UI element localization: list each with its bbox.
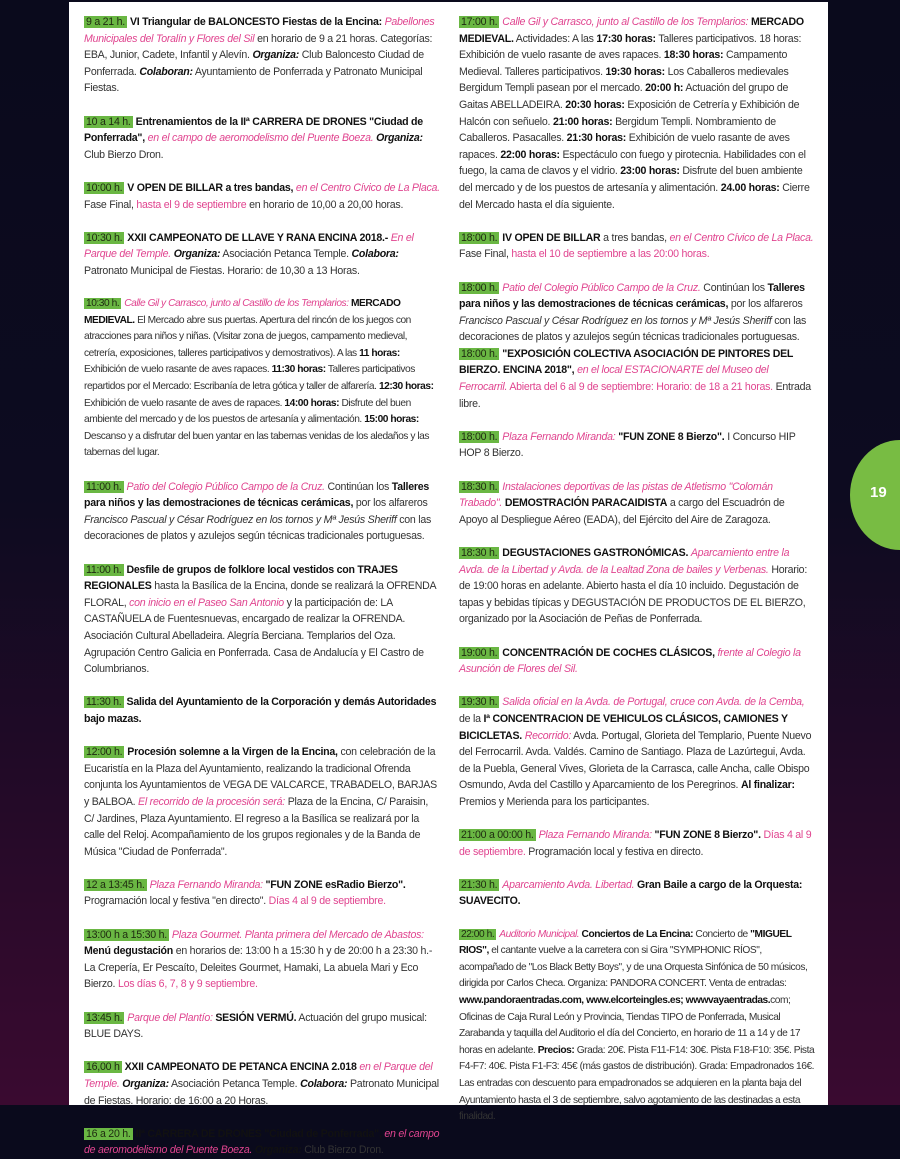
event-text: Programación local y festiva "en directo". [84,895,266,908]
time-badge: 13:00 h a 15:30 h. [86,928,167,941]
time-badge: 22:00 h. [461,928,495,940]
event-text: Entrada libre. [459,381,811,410]
event-location: Calle Gil y Carrasco, junto al Castillo de los Templarios: [502,16,749,28]
event-location: Instalaciones deportivas de las pistas de Atletismo "Colomán Trabado". [459,480,773,510]
organizer-label: Organiza: [122,1078,169,1090]
event-title: Conciertos de La Encina: [581,928,694,940]
event-text: y la participación de: LA CASTAÑUELA de Fuentesnuevas, encargado de realizar la OFRENDA. Asociación Cultural Abelladeira. Alegría Berciana. Templarios del Oza. Agrupación Centro Galicia en Ponferrada. Casa de Andalucía y El Castro de Columbrianos. [84,596,424,676]
schedule-hour: 21:30 horas: [566,132,627,145]
event-title: DEGUSTACIONES GASTRONÓMICAS. [502,547,689,559]
time-badge: 16,00 h [86,1061,120,1074]
organizer: Asociación Petanca Temple. [170,1078,298,1090]
collaborator: Ayuntamiento de Ponferrada y Patronato Municipal Fiestas. [84,65,423,95]
event-entry [459,429,815,462]
event-title: XXII CAMPEONATO DE PETANCA ENCINA 2.018 [124,1061,357,1074]
event-text: a tres bandas, [603,231,667,244]
event-text: Premios y Merienda para los participantes. [459,795,650,808]
schedule-hour: 11:30 horas: [271,364,326,376]
event-location: Aparcamiento Avda. Libertad. [502,878,635,891]
event-text: con celebración de la Eucaristía en la Plaza del Ayuntamiento, realizando la tradicional Ofrenda conjunta los Ayuntamientos de VEGA DE VALCARCE, TRABADELO, BARJAS y BALBOA. [84,746,437,808]
schedule-text: Cierre del Mercado hasta el día siguiente. [459,181,810,211]
schedule-hour: 18:30 horas: [663,49,724,62]
event-text: El Mercado abre sus puertas. Apertura del rincón de los juegos con atracciones para niños y niñas. (Visitar zona de juegos, campamento medieval, cetrería, exposiciones, talleres participativos y demostrativos). A las [84,314,411,359]
event-entry [459,346,815,412]
event-location: en el Centro Cívico de La Placa. [295,181,440,194]
event-entry [459,877,815,910]
ticket-websites[interactable]: www.pandoraentradas.com, www.elcorteingles.es; wwwvayaentradas. [459,995,771,1007]
event-entry [84,1059,440,1109]
event-text: Concierto de [695,928,748,940]
time-badge: 18:00 h. [461,347,498,360]
event-location: En el Parque del Temple. [84,231,414,261]
time-badge: 10 a 14 h. [86,115,131,128]
event-entry [459,230,815,263]
event-text: Actuación del grupo musical: BLUE DAYS. [84,1011,427,1041]
schedule-hour: 21:00 horas: [552,115,613,128]
time-badge: 9 a 21 h. [86,16,125,28]
event-location: Patio del Colegio Público Campo de la Cruz. [126,480,325,493]
finish-label: Al finalizar: [740,779,795,792]
time-badge: 13:45 h. [86,1011,123,1024]
event-text: Actividades: A las [515,32,594,45]
schedule-text: Campamento Medieval. Talleres participativos. [459,49,788,78]
time-badge: 18:00 h. [461,231,498,244]
left-column [84,14,440,1159]
route-label: Recorrido: [524,729,572,742]
event-text: Programación local y festiva en directo. [528,845,704,858]
program-page [69,2,828,1157]
time-badge: 18:00 h. [461,430,498,443]
time-badge: 16 a 20 h. [86,1127,131,1140]
event-text: con las decoraciones de platos y azulejos según técnicas tradicionales portuguesas. [84,513,432,543]
event-entry [459,694,815,810]
event-location: Plaza Fernando Miranda: [149,878,263,891]
event-title: IV OPEN DE BILLAR [502,231,601,244]
organizer: Club Bierzo Dron. [304,1144,384,1157]
organizer-label: Organiza: [173,248,221,261]
event-entry [84,1126,440,1159]
event-title: Entrenamientos de la IIª CARRERA DE DRONES "Ciudad de Ponferrada", [84,115,423,145]
event-entry [459,479,815,529]
event-entry [84,14,440,97]
event-location: en el Parque del Temple. [84,1061,433,1090]
event-title: MERCADO MEDIEVAL. [459,16,804,45]
schedule-text: Los Caballeros medievales Bergidum Templi pasean por el mercado. [459,65,789,95]
event-text: hasta la Basílica de la Encina, donde se realizará la OFRENDA FLORAL, [84,580,436,609]
organizer: Asociación Petanca Temple. [222,248,349,261]
collaborator-label: Colabora: [300,1078,348,1090]
event-entry [459,927,815,1126]
event-location: en el local ESTACIONARTE del Museo del Ferrocarril. [459,364,769,394]
event-dates: Los días 6, 7, 8 y 9 septiembre. [117,978,258,991]
event-title: XXII CAMPEONATO DE LLAVE Y RANA ENCINA 2018.- [127,231,389,244]
event-text: en horario de 10,00 a 20,00 horas. [249,198,404,211]
time-badge: 11:30 h. [86,696,122,709]
event-title: IIª CARRERA DE DRONES "Ciudad de Ponferrada", [135,1127,382,1140]
event-entry [84,744,440,860]
page-number: 19 [870,484,887,501]
time-badge: 10:30 h. [86,231,123,244]
event-location: Plaza Gourmet. Planta primera del Mercado de Abastos: [171,928,424,941]
event-dates: Días 4 al 9 de septiembre. [268,895,386,908]
event-text: el cantante vuelve a la carretera con si Gira "SYMPHONIC RÍOS", acompañado de "Los Black Betty Boys", y de una Orquesta Sinfónica de 50 músicos, dirigida por Carlos Checa. Organiza: PANDORA CONCERT. Venta de entradas: [459,945,808,990]
event-title: DEMOSTRACIÓN PARACAIDISTA [504,497,668,510]
event-title: MERCADO MEDIEVAL. [84,298,401,326]
page-number-badge [850,440,900,550]
collaborator-label: Colabora: [351,248,399,261]
event-entry [84,230,440,280]
event-text: Plaza de la Encina, C/ Paraisin, C/ Jardines, Plaza Ayuntamiento. El regreso a la Basílica se realizará por la calle del Reloj. Acompañamiento de los grupos regionales y de la Banda de Música "Ciudad de Ponferrada". [84,795,429,858]
time-badge: 21:00 a 00:00 h. [461,829,534,842]
event-title: "FUN ZONE 8 Bierzo". [618,430,725,443]
event-location: Plaza Fernando Miranda: [502,430,616,443]
event-text: por los alfareros [730,298,803,311]
event-location: Auditorio Municipal. [499,928,580,940]
time-badge: 19:00 h. [461,646,498,659]
event-location: Aparcamiento entre la Avda. de la Libertad y Avda. de la Lealtad Zona de bailes y Verbenas. [459,547,790,576]
event-entry [84,927,440,993]
event-location: frente al Colegio la Asunción de Flores del Sil. [459,646,801,676]
organizer-label: Organiza: [254,1144,302,1157]
schedule-text: Exhibición de vuelo rasante de aves rapaces. [459,132,790,161]
event-text: de la [459,712,481,725]
time-badge: 17:00 h. [461,16,498,28]
event-entry [84,562,440,678]
event-entry [84,1010,440,1043]
event-entry [459,545,815,628]
schedule-hour: 22:00 horas: [500,148,560,161]
schedule-text: Disfrute del buen ambiente del mercado y de los puestos de artesanía y alimentación. [84,397,411,426]
event-title: Talleres para niños y las demostraciones de técnicas cerámicas, [459,281,805,311]
event-title: "EXPOSICIÓN COLECTIVA ASOCIACIÓN DE PINTORES DEL BIERZO. ENCINA 2018", [459,347,793,377]
event-title: CONCENTRACIÓN DE COCHES CLÁSICOS, [502,646,715,659]
schedule-hour: 23:00 horas: [620,165,680,178]
event-location: Plaza Fernando Miranda: [538,829,652,842]
event-title: Desfile de grupos de folklore local vestidos con TRAJES REGIONALES [84,563,398,593]
organizer-label: Organiza: [252,49,300,62]
event-text: Grada: 20€. Pista F11-F14: 30€. Pista F18-F10: 35€. Pista F4-F7: 40€. Pista F1-F3: 45€ (más gastos de distribución). Grada: Empadronados 16€. Las entradas con descuento para empadronados se adquieren en la planta baja del Ayuntamiento hasta el 3 de septiembre, salvo agotamiento de las destinadas a esta finalidad. [459,1044,815,1123]
time-badge: 21:30 h. [461,878,498,891]
event-dates: hasta el 9 de septiembre [136,198,247,211]
event-entry [84,877,440,910]
time-badge: 18:30 h. [461,480,498,493]
event-entry [459,280,815,346]
event-location: en el Centro Cívico de La Placa. [669,231,814,244]
time-badge: 19:30 h. [461,696,498,709]
event-location: en el campo de aeromodelismo del Puente Boeza. [84,1127,440,1157]
event-text: en horarios de: 13:00 h a 15:30 h y de 20:00 h a 23:30 h.- La Crepería, Er Pescaíto, Deleites Gourmet, Hamaki, La abuela Mari y Eco Bierzo. [84,945,433,991]
event-title: Gran Baile a cargo de la Orquesta: SUAVECITO. [459,878,803,908]
event-text: con las decoraciones de platos y azulejos según técnicas tradicionales portuguesas. [459,314,807,344]
event-text: en horario de 9 a 21 horas. Categorías: EBA, Junior, Cadete, Infantil y Alevín. [84,32,433,62]
event-entry [84,296,440,462]
organizer: Club Bierzo Dron. [84,148,164,161]
schedule-text: Exhibición de vuelo rasante de aves de rapaces. [84,397,283,409]
organizer: Club Baloncesto Ciudad de Ponferrada. [84,49,424,78]
event-location: con inicio en el Paseo San Antonio [129,596,284,609]
event-location: Patio del Colegio Público Campo de la Cruz. [502,281,701,294]
time-badge: 12:00 h. [86,746,123,759]
schedule-text: Talleres participativos repartidos por el Mercado: Escribanía de letra gótica y taller de alfarería. [84,364,415,393]
event-text: a cargo del Escuadrón de Apoyo al Despliegue Aéreo (EADA), del Ejército del Aire de Zaragoza. [459,497,785,526]
event-text: com; Oficinas de Caja Rural León y Provincia, Tiendas TIPO de Ponferrada, Musical Zarabanda y taquilla del Auditorio el día del Concierto, en horario de 11 a 14 y de 17 horas en adelante. [459,995,801,1056]
event-location: en el campo de aeromodelismo del Puente Boeza. [147,132,374,145]
schedule-hour: 20:30 horas: [565,98,625,111]
event-entry [459,14,815,213]
artisans: Francisco Pascual y César Rodríguez en los tornos y Mª Jesús Sheriff [84,513,397,526]
time-badge: 12 a 13:45 h. [86,878,145,891]
organizer-label: Organiza: [376,132,423,145]
time-badge: 10:00 h. [86,181,123,194]
schedule-hour: 11 horas: [359,347,400,359]
schedule-text: Bergidum Templi. Nombramiento de Caballeros. Pasacalles. [459,115,776,145]
collaborator: Patronato Municipal de Fiestas. Horario: de 10,30 a 13 Horas. [84,264,360,277]
event-location: Pabellones Municipales del Toralín y Flores del Sil [84,16,435,45]
time-badge: 18:00 h. [461,281,498,294]
event-text: Fase Final, [84,198,134,211]
time-badge: 11:00 h. [86,563,122,576]
collaborator: Patronato Municipal de Fiestas. Horario: de 16:00 a 20 Horas. [84,1078,439,1107]
event-entry [84,180,440,213]
event-location: Calle Gil y Carrasco, junto al Castillo de los Templarios: [124,298,349,310]
event-title: Talleres para niños y las demostraciones de técnicas cerámicas, [84,480,430,510]
event-location: Salida oficial en la Avda. de Portugal, cruce con Avda. de la Cemba, [502,696,805,709]
time-badge: 10:30 h. [86,298,120,310]
time-badge: 18:30 h. [461,547,498,559]
event-text: I Concurso HIP HOP 8 Bierzo. [459,430,796,460]
event-text: por los alfareros [355,497,428,510]
event-entry [459,645,815,678]
event-entry [84,479,440,545]
event-location: Parque del Plantío: [127,1011,213,1024]
event-text: Avda. Portugal, Glorieta del Templario, Puente Nuevo del Ferrocarril. Avda. Valdés. Camino de Santiago. Plaza de Lazúrtegui, Avda. de la Puebla, General Vives, Glorieta de la Carrasca, calle Ancha, calle Obispo Osmundo, Avda del Castillo y Aparcamiento de los Peregrinos. [459,729,812,792]
schedule-hour: 14:00 horas: [284,397,340,409]
time-badge: 11:00 h. [86,480,122,493]
event-dates: Días 4 al 9 de septiembre. [459,829,812,858]
event-title: "FUN ZONE esRadio Bierzo". [265,878,406,891]
artisans: Francisco Pascual y César Rodríguez en los tornos y Mª Jesús Sheriff [459,314,772,327]
event-location: El recorrido de la procesión será: [138,795,285,808]
schedule-text: Disfrute del buen ambiente del mercado y de los puestos de artesanía y alimentación. [459,165,803,194]
schedule-text: Descanso y a disfrutar del buen yantar en las tabernas venidas de los aledaños y las tabernas del lugar. [84,430,430,459]
event-title: Menú degustación [84,945,173,958]
event-title: Procesión solemne a la Virgen de la Encina, [127,746,338,759]
schedule-hour: 17:30 horas: [596,32,656,45]
event-dates: hasta el 10 de septiembre a las 20:00 horas. [511,248,710,261]
schedule-hour: 15:00 horas: [364,414,419,426]
schedule-hour: 12:30 horas: [378,381,434,393]
prices-label: Precios: [537,1044,575,1056]
schedule-text: Actuación del grupo de Gaitas ABELLADEIRA. [459,82,789,111]
schedule-text: Espectáculo con fuego y pirotecnia. Habilidades con el fuego, la cama de clavos y el vidrio. [459,148,806,178]
schedule-hour: 20:00 h: [645,82,684,95]
event-entry [459,827,815,860]
artist-name: "MIGUEL RIOS", [459,928,792,957]
schedule-hour: 19:30 horas: [605,65,665,78]
event-title: V OPEN DE BILLAR a tres bandas, [127,181,294,194]
event-title: Iª CONCENTRACION DE VEHICULOS CLÁSICOS, CAMIONES Y BICICLETAS. [459,712,788,742]
event-title: "FUN ZONE 8 Bierzo". [654,829,761,842]
schedule-text: Exhibición de vuelo rasante de aves rapaces. [84,364,270,376]
collaborator-label: Colaboran: [139,65,193,78]
event-dates: Abierta del 6 al 9 de septiembre: Horario: de 18 a 21 horas. [509,381,773,394]
event-entry [84,694,440,727]
event-text: Fase Final, [459,248,509,261]
schedule-text: Exposición de Cetrería y Exhibición de Halcón con señuelo. [459,98,800,128]
event-title: SESIÓN VERMÚ. [215,1011,297,1024]
event-entry [84,114,440,164]
event-title: VI Triangular de BALONCESTO Fiestas de la Encina: [129,16,382,28]
event-text: Continúan los [703,281,765,294]
event-title: Salida del Ayuntamiento de la Corporación y demás Autoridades bajo mazas. [84,696,437,725]
schedule-hour: 24.00 horas: [720,181,780,194]
right-column [459,14,815,1126]
schedule-text: Talleres participativos. 18 horas: Exhibición de vuelo rasante de aves rapaces. [459,32,802,62]
event-text: Horario: de 19:00 horas en adelante. Abierto hasta el día 10 incluido. Degustación de tapas y bebidas típicas y DEGUSTACIÓN DE PRODUCTOS DE EL BIERZO, organizado por la Asociación de Peñas de Ponferrada. [459,563,808,626]
event-text: Continúan los [327,480,390,493]
